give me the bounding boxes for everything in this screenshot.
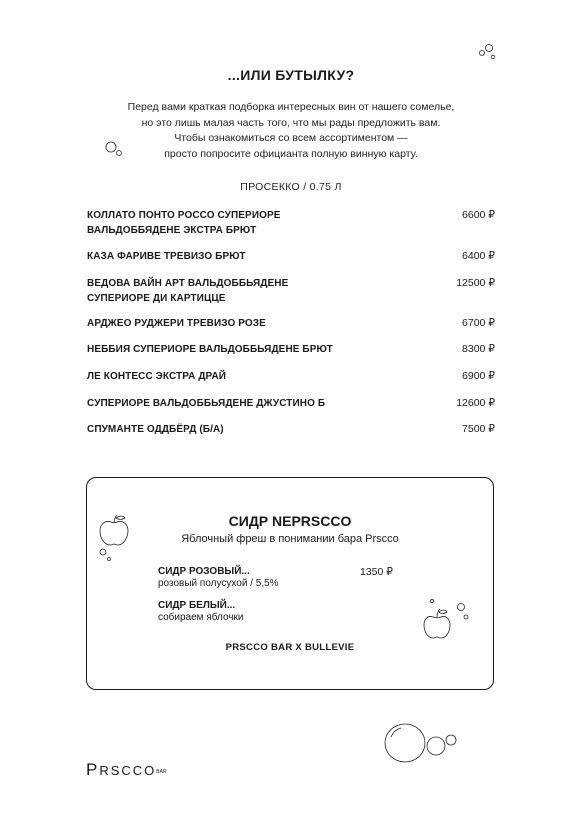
wine-name: ВЕДОВА ВАЙН АРТ ВАЛЬДОББЬЯДЕНЕ СУПЕРИОРЕ ДИ КАРТИЦЦЕ (87, 278, 289, 304)
wine-price: 12500 ₽ (456, 277, 495, 289)
brand-logo (86, 760, 167, 780)
intro-line: но это лишь малая часть того, что мы рады предложить вам. (141, 116, 441, 129)
wine-price: 6400 ₽ (462, 250, 495, 262)
wine-name: НЕББИЯ СУПЕРИОРЕ ВАЛЬДОББЬЯДЕНЕ БРЮТ (87, 344, 333, 355)
cider-subtitle: Яблочный фреш в понимании бара Prscco (181, 533, 399, 545)
bubbles-icon (103, 137, 125, 161)
wine-row (87, 342, 495, 357)
intro-line: Чтобы ознакомиться со всем ассортиментом — (174, 132, 408, 144)
cider-item-name: СИДР БЕЛЫЙ... (158, 600, 236, 611)
logo-first-letter: P (86, 760, 100, 779)
cider-item-desc: розовый полусухой / 5,5% (158, 578, 279, 589)
bubbles-icon (383, 721, 465, 769)
intro-line: просто попросите официанта полную винную карту. (164, 147, 418, 160)
wine-name: ЛЕ КОНТЕСС ЭКСТРА ДРАЙ (87, 371, 227, 382)
wine-price: 6900 ₽ (462, 370, 495, 382)
wine-name: КАЗА ФАРИВЕ ТРЕВИЗО БРЮТ (87, 251, 246, 262)
section-label: ПРОСЕККО / 0.75 Л (240, 181, 342, 193)
wine-name: АРДЖЕО РУДЖЕРИ ТРЕВИЗО РОЗЕ (87, 318, 266, 329)
wine-price: 8300 ₽ (462, 343, 495, 355)
wine-name: КОЛЛАТО ПОНТО РОССО СУПЕРИОРЕ ВАЛЬДОББЯДЕНЕ ЭКСТРА БРЮТ (87, 210, 281, 236)
cider-item (158, 599, 398, 624)
cider-item-price: 1350 ₽ (360, 566, 393, 578)
wine-row (87, 422, 495, 437)
wine-row (87, 276, 495, 306)
cider-title: СИДР NEPRSCCO (228, 513, 352, 529)
wine-row (87, 249, 495, 264)
wine-price: 7500 ₽ (462, 423, 495, 435)
wine-row (87, 396, 495, 411)
wine-name: СУПЕРИОРЕ ВАЛЬДОББЬЯДЕНЕ ДЖУСТИНО Б (87, 398, 326, 409)
cider-item-desc: собираем яблочки (158, 612, 244, 623)
collab-label: PRSCCO BAR X BULLEVIE (225, 642, 355, 653)
wine-name: СПУМАНТЕ ОДДБЁРД (Б/А) (87, 424, 224, 435)
intro-line: Перед вами краткая подборка интересных вин от нашего сомелье, (127, 101, 455, 113)
wine-price: 12600 ₽ (456, 397, 495, 409)
wine-row (87, 369, 495, 384)
logo-rest: RSCCO (99, 763, 157, 778)
logo-mark: BAR (156, 769, 167, 775)
bubbles-icon (474, 40, 498, 62)
wine-row (87, 316, 495, 331)
page-title: ...ИЛИ БУТЫЛКУ? (227, 67, 355, 83)
wine-price: 6600 ₽ (462, 209, 495, 221)
cider-item-name: СИДР РОЗОВЫЙ... (158, 566, 250, 577)
apple-icon (418, 597, 472, 647)
intro-text (0, 100, 582, 162)
wine-price: 6700 ₽ (462, 317, 495, 329)
wine-row (87, 208, 495, 238)
